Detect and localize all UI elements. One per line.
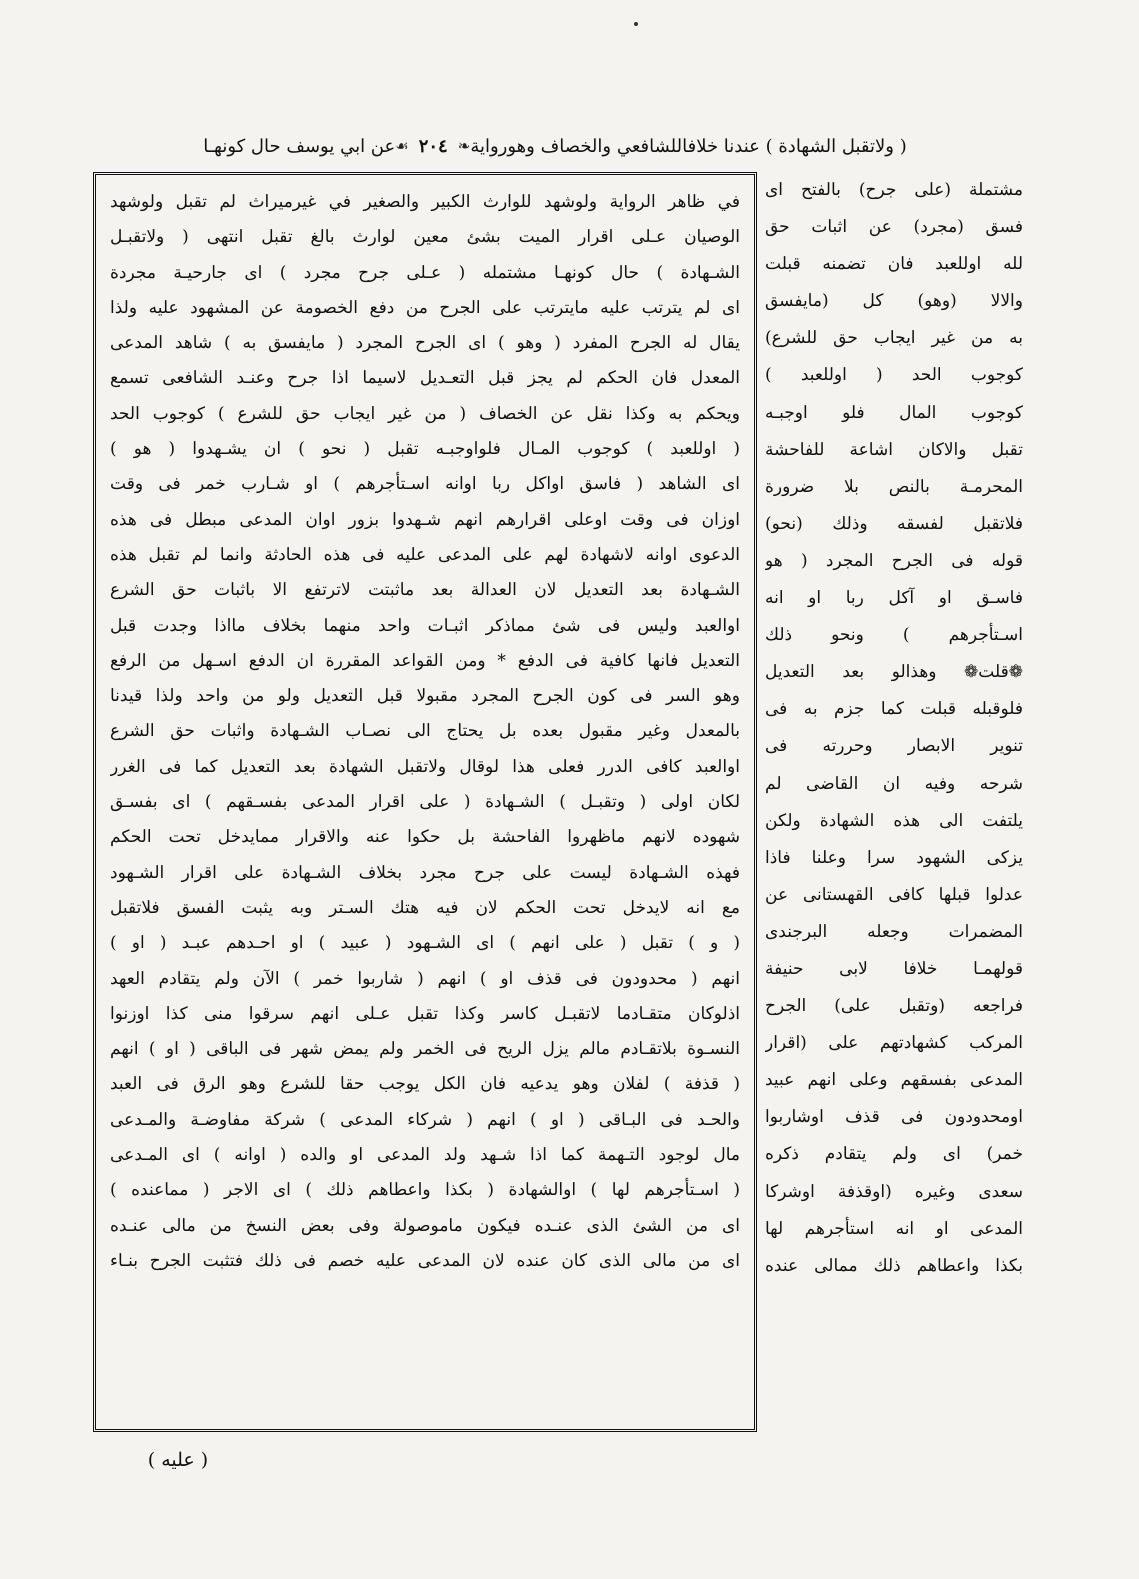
main-text-line: انهم ( محدودون فى قذف او ) انهم ( شاربوا خمر ) الآن ولم يتقادم العهد: [110, 968, 740, 989]
sidebar-text-line: يزكى الشهود سرا وعلنا فاذا: [765, 847, 1023, 868]
sidebar-text-line: سعدى وغيره (اوقذفة اوشركا: [765, 1181, 1023, 1202]
main-text-line: والحـد فى البـاقى ( او ) انهم ( شركاء المدعى ) شركة مفاوضـة والمـدعى: [110, 1109, 740, 1130]
sidebar-text-line: خمر) اى ولم يتقادم ذكره: [765, 1144, 1023, 1165]
main-text-line: الدعوى اوانه لاشهادة لهم على المدعى عليه فى هذه الحادثة وانما لم تقبل هذه: [110, 544, 740, 565]
catchword: ( عليه ): [147, 1449, 209, 1471]
sidebar-text-line: عدلوا قبلها كافى القهستانى عن: [765, 884, 1023, 905]
sidebar-text-line: اسـتأجرهم ) ونحو ذلك: [765, 625, 1023, 646]
main-text-line: ( اوللعبد ) كوجوب المـال فلواوجبـه تقبل ( نحو ) ان يشـهدوا ( هو ): [110, 439, 740, 460]
sidebar-text-line: فاسـق او آكل ربا او انه: [765, 588, 1023, 609]
sidebar-text-line: به من غير ايجاب حق للشرع): [765, 328, 1023, 349]
main-text-line: مال لوجود التـهمة كما اذا شـهد ولد المدعى او والده ( اوانه ) اى المـدعى: [110, 1145, 740, 1166]
sidebar-text-line: تقبل والاكان اشاعة للفاحشة: [765, 439, 1023, 460]
main-text-line: ( قذفة ) لفلان وهو يدعيه فان الكل يوجب حقا للشرع وهو الرق فى العبد: [110, 1074, 740, 1095]
main-text-line: المعدل فان الحكم لم يجز قبل التعـديل لاسيما اذا جرح وعنـد الشافعى تسمع: [110, 368, 740, 389]
main-text-line: اى من مالى الذى كان عنده لان المدعى عليه خصم فى ذلك فتثبت الجرح بنـاء: [110, 1250, 740, 1271]
sidebar-text-line: قولهمـا خلافا لابى حنيفة: [765, 958, 1023, 979]
sidebar-text-line: مشتملة (على جرح) بالفتح اى: [765, 180, 1023, 200]
main-text-line: اوالعبد وليس فى شئ مماذكر اثبـات واحد منهما بخلاف مااذا وجدت قبل: [110, 615, 740, 636]
main-text-line: اوزان فى وقت اوعلى اقرارهم انهم شـهدوا بزور اوان المدعى مبطل فى هذه: [110, 509, 740, 530]
sidebar-text-line: فلوقبله قبلت كما جزم به فى: [765, 699, 1023, 720]
main-text-line: يقال له الجرح المفرد ( وهو ) اى الجرح المجرد ( مايفسق به ) شاهد المدعى: [110, 333, 740, 354]
main-text-line: التعديل فانها كافية فى الدفع * ومن القواعد المقررة ان الدفع اسـهل من الرفع: [110, 650, 740, 671]
header-ornament-right-icon: ❧: [457, 137, 471, 155]
main-text-line: اى من الشئ الذى عنـده فيكون ماموصولة وفى بعض النسخ من مالى عنـده: [110, 1215, 740, 1236]
main-text-line: اذلوكان متقـادما لاتقبـل كاسر وكذا تقبل عـلى انهم سرقوا منى كذا اوزنوا: [110, 1003, 740, 1024]
marginal-commentary: [765, 172, 1023, 1432]
main-text-line: اى الشاهد ( فاسق اواكل ربا اوانه اسـتأجرهم ) او شـارب خمر فى وقت: [110, 474, 740, 495]
main-text-line: اى لم يترتب عليه مايترتب على الجرح من دفع الخصومة عن المشهود عليه ولذا: [110, 297, 740, 318]
main-text-line: الوصيان عـلى اقرار الميت بشئ معين لوارث بالغ تقبل انتهى ( ولاتقبـل: [110, 227, 740, 248]
sidebar-text-line: ❁قلت❁ وهذالو بعد التعديل: [765, 662, 1023, 683]
sidebar-text-line: المدعى او انه استأجرهم لها: [765, 1218, 1023, 1239]
sidebar-text-line: والالا (وهو) كل (مايفسق: [765, 291, 1023, 312]
main-text-line: في ظاهر الرواية ولوشهد للوارث الكبير والصغير في غيرميراث لم تقبل ولوشهد: [110, 192, 740, 212]
sidebar-text-line: شرحه وفيه ان القاضى لم: [765, 773, 1023, 794]
header-ornament-left-icon: ☙: [395, 137, 409, 155]
page-header: [90, 126, 1020, 166]
page-number: ٢٠٤: [418, 135, 448, 157]
header-left-text: عن ابي يوسف حال كونهـا: [203, 135, 396, 157]
sidebar-text-line: لله اوللعبد فان تضمنه قبلت: [765, 254, 1023, 275]
sidebar-text-line: المحرمـة بالنص بلا ضرورة: [765, 476, 1023, 497]
sidebar-text-line: بكذا واعطاهم ذلك ممالى عنده: [765, 1255, 1023, 1276]
sidebar-text-line: المضمرات وجعله البرجندى: [765, 921, 1023, 942]
sidebar-text-line: فسق (مجرد) عن اثبات حق: [765, 217, 1023, 238]
sidebar-text-line: المركب كشهادتهم على (اقرار: [765, 1033, 1023, 1054]
sidebar-text-line: يلتفت الى هذه الشهادة ولكن: [765, 810, 1023, 831]
sidebar-text-line: فلاتقبل لفسقه وذلك (نحو): [765, 513, 1023, 534]
main-text-line: الشـهادة ) حال كونهـا مشتمله ( عـلى جرح مجرد ) اى جارحيـة مجردة: [110, 262, 740, 283]
main-text-line: لكان اولى ( وتقبـل ) الشـهادة ( على اقرار المدعى بفسـقهم ) اى بفسـق: [110, 792, 740, 813]
main-text-line: ( و ) تقبل ( على انهم ) اى الشـهود ( عبيد ) او احـدهم عبـد ( او ): [110, 933, 740, 954]
main-text-line: وهو السر فى كون الجرح المجرد مقبولا قبل التعديل ولو من واحد ولذا قيدنا: [110, 686, 740, 707]
sidebar-text-line: فراجعه (وتقبل على) الجرح: [765, 996, 1023, 1017]
main-text-line: مع انه لايدخل تحت الحكم لان فيه هتك السـتر وبه يثبت الفسق فلاتقبل: [110, 897, 740, 918]
main-text-line: اوالعبد كافى الدرر فعلى هذا لوقال ولاتقبل الشهادة بعد التعديل كما فى الغرر: [110, 756, 740, 777]
main-text-line: ويحكم به وكذا نقل عن الخصاف ( من غير ايجاب حق للشرع ) كوجوب الحد: [110, 403, 740, 424]
main-text-line: شهوده لانهم ماظهروا الفاحشة بل حكوا عنه والاقرار ممايدخل تحت الحكم: [110, 827, 740, 848]
sidebar-text-line: قوله فى الجرح المجرد ( هو: [765, 550, 1023, 571]
main-text-line: ( اسـتأجرهم لها ) اوالشهادة ( بكذا واعطاهم ذلك ) اى الاجر ( مماعنده ): [110, 1180, 740, 1201]
ink-speck: [634, 22, 638, 26]
sidebar-text-line: اومحدودون فى قذف اوشاربوا: [765, 1107, 1023, 1128]
header-right-text: ( ولاتقبل الشهادة ) عندنا خلافاللشافعي والخصاف وهورواية: [470, 135, 907, 157]
main-commentary-frame: [93, 172, 757, 1432]
main-text-line: فهذه الشـهادة ليست على جرح مجرد بخلاف الشـهادة على اقرار الشـهود: [110, 862, 740, 883]
main-text-line: النسـوة بلاتقـادم مالم يزل الريح فى الخمر ولم يمض شهر فى الباقى ( او ) انهم: [110, 1039, 740, 1060]
sidebar-text-line: تنوير الابصار وحررته فى: [765, 736, 1023, 757]
sidebar-text-line: المدعى بفسقهم وعلى انهم عبيد: [765, 1070, 1023, 1091]
sidebar-text-line: كوجوب المال فلو اوجبـه: [765, 402, 1023, 423]
main-text-line: الشـهادة بعد التعديل لان العدالة بعد ماثبتت لاترتفع الا باثبات حق الشرع: [110, 580, 740, 601]
main-text-line: بالمعدل وغير مقبول بعده بل يحتاج الى نصـاب الشـهادة واثبات حق الشرع: [110, 721, 740, 742]
sidebar-text-line: كوجوب الحد ( اوللعبد ): [765, 365, 1023, 386]
